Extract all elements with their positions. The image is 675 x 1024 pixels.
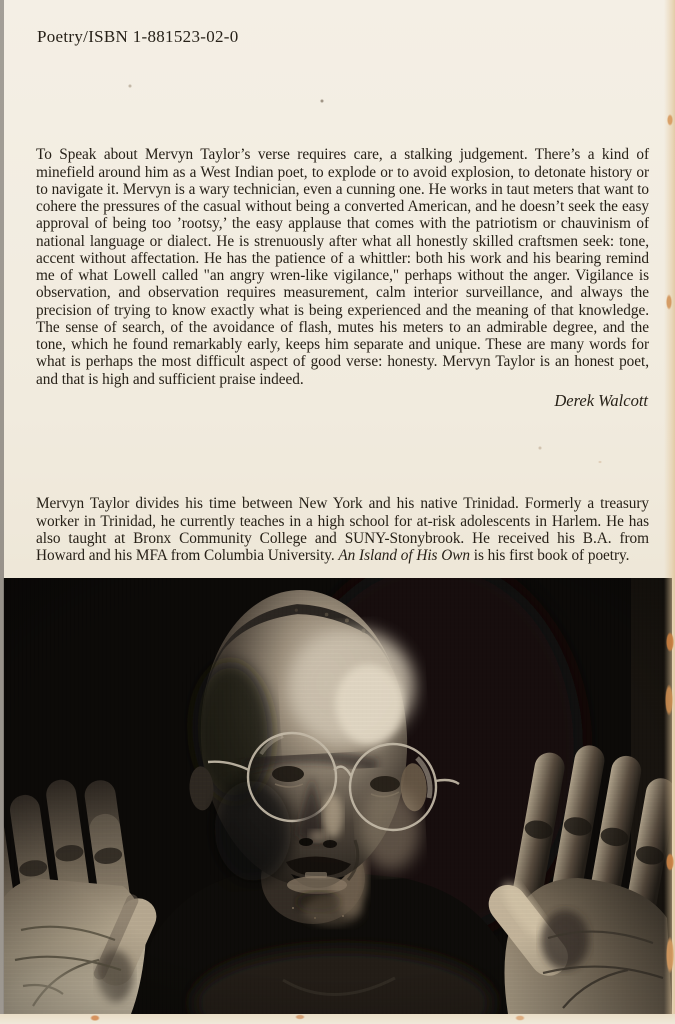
bio-text: Mervyn Taylor divides his time between New York and his native Trinidad. Formerly a treasury worker in Trinidad, he currently teaches in a high school for at-risk adolescents in Harlem. He has also taught at Bronx Community College and SUNY-Stonybrook. He received his B.A. from Howard and his MFA from Columbia University. — [36, 495, 649, 565]
blurb-attribution: Derek Walcott — [554, 391, 648, 410]
worn-bottom-edge — [0, 1014, 675, 1024]
bio-paragraph — [36, 495, 649, 564]
bio-text: is his first book of poetry. — [469, 547, 630, 565]
worn-right-edge — [664, 0, 675, 1024]
scan-left-edge — [0, 0, 4, 1024]
halftone-overlay — [3, 578, 672, 1014]
category-isbn-line: Poetry/ISBN 1-881523-02-0 — [37, 27, 239, 46]
book-title: An Island of His Own — [338, 547, 470, 565]
author-photo-illustration — [3, 578, 672, 1014]
author-photo — [3, 578, 672, 1014]
blurb-paragraph: To Speak about Mervyn Taylor’s verse requires care, a stalking judgement. There’s a kind of minefield around him as a West Indian poet, to explode or to avoid explosion, to detonate history or to navigate it. Mervyn is a wary technician, even a cunning one. He works in taut meters that want to cohere the pressures of the casual without being a converted American, and he doesn’t seek the easy approval of being too ’rootsy,’ the easy applause that comes with the patriotism or chauvinism of national language or dialect. He is strenuously after what all honestly skilled craftsmen seek: tone, accent without affectation. He has the patience of a whittler: both his work and his bearing remind me of what Lowell called "an angry wren-like vigilance," perhaps without the anger. Vigilance is observation, and observation requires measurement, calm interior surveillance, and always the precision of trying to know exactly what is being experienced and the meaning of that knowledge. The sense of search, of the avoidance of flash, mutes his meters to an admirable degree, and the tone, which he found remarkably early, keeps him separate and unique. These are many words for what is perhaps the most difficult aspect of good verse: honesty. Mervyn Taylor is an honest poet, and that is high and sufficient praise indeed. — [36, 146, 649, 388]
